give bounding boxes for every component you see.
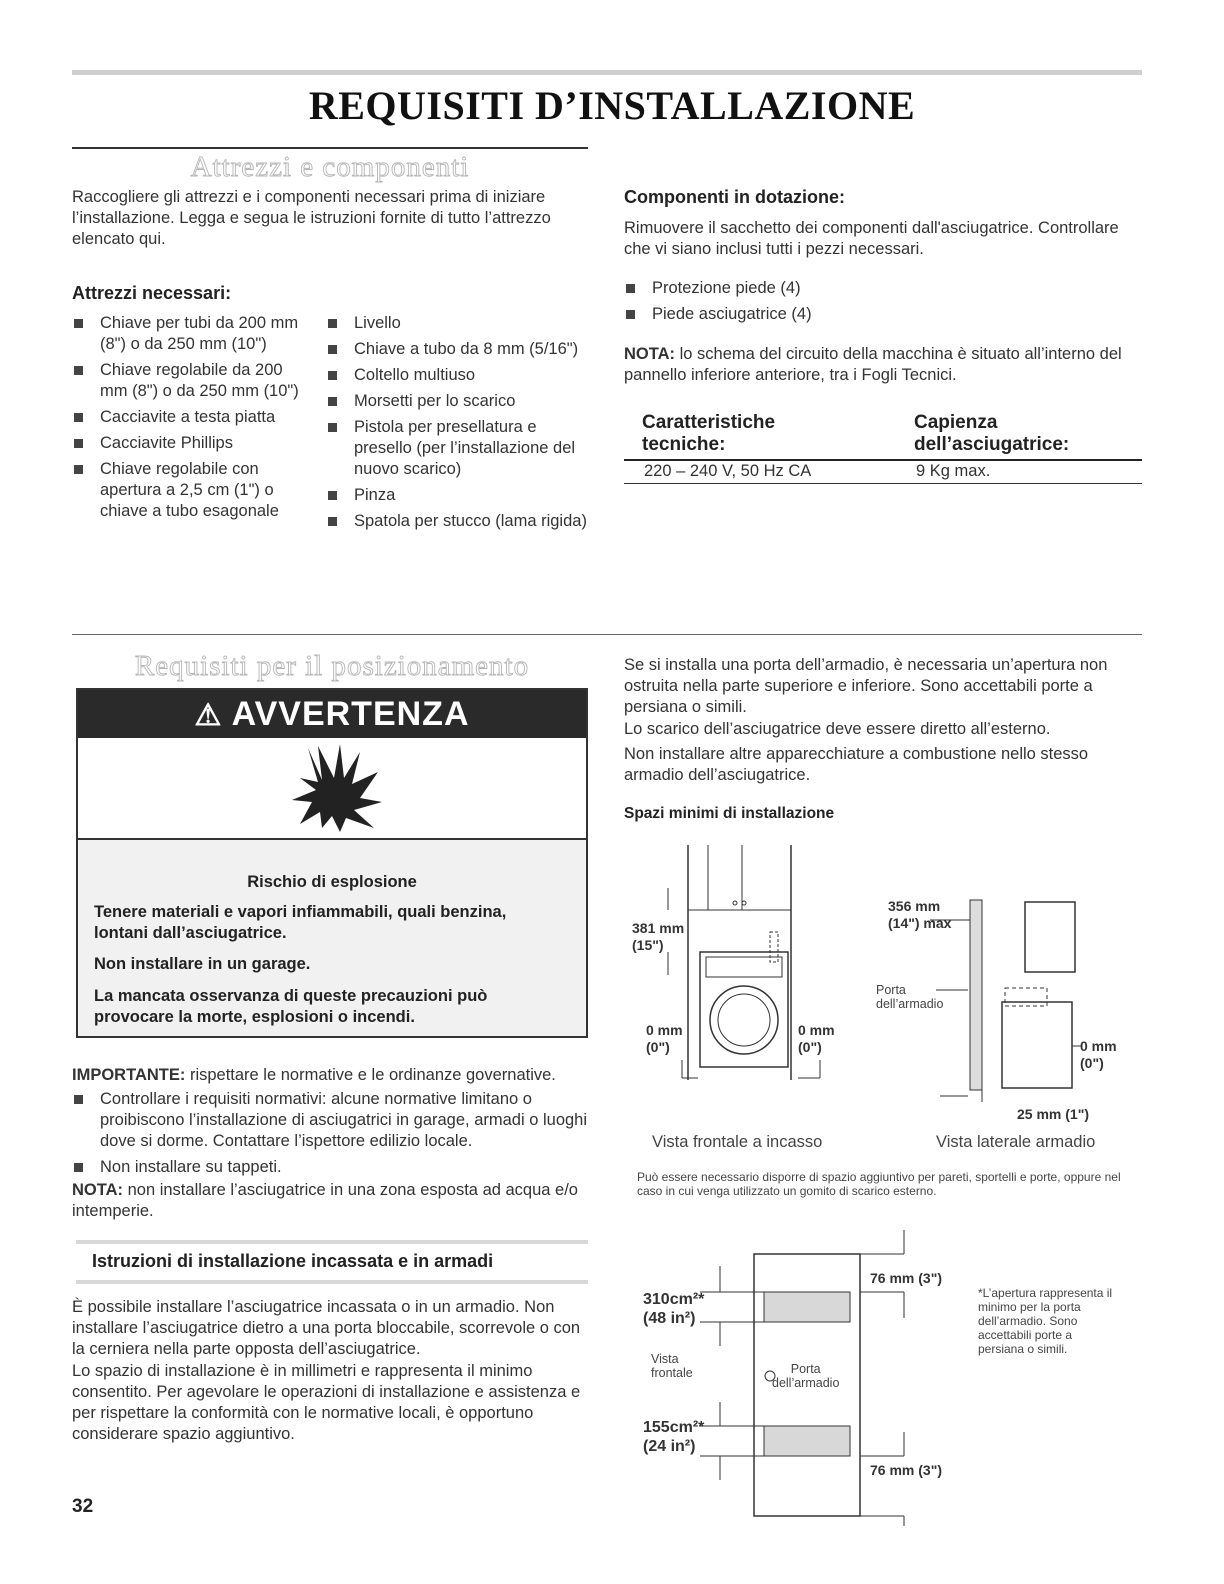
components-note-label: NOTA: <box>624 345 676 363</box>
front-right-gap-in: (0") <box>798 1039 822 1055</box>
warning-line1: Tenere materiali e vapori infiammabili, quali benzina, lontani dall’asciugatrice. <box>94 903 507 942</box>
tool-item: Cacciavite Phillips <box>72 433 312 454</box>
specs-tech-value: 220 – 240 V, 50 Hz CA <box>624 459 900 484</box>
door-bottom-vent-in: (24 in²) <box>643 1438 696 1455</box>
door-label-line2: dell’armadio <box>772 1376 840 1390</box>
side-right-gap <box>1080 1038 1117 1072</box>
tools-intro: Raccogliere gli attrezzi e i componenti necessari prima di iniziare l’installazione. Legga e segua le istruzioni fornite di tutto l’attrezzo elencato qui. <box>72 188 551 248</box>
tool-item: Livello <box>326 313 588 334</box>
specs-tech-label-line2: tecniche: <box>642 434 726 455</box>
front-top-gap-in: (15") <box>632 937 664 953</box>
components-note <box>624 344 1139 386</box>
specs-capacity-label-line2: dell’asciugatrice: <box>914 434 1070 455</box>
door-view-label-line2: frontale <box>651 1366 693 1380</box>
specs-capacity-label <box>914 412 1069 456</box>
closet-right-1: Se si installa una porta dell’armadio, è necessaria un’apertura non ostruita nella parte superiore e inferiore. Sono accettabili porte a persiana o simili. <box>624 656 1108 716</box>
specs-capacity-value: 9 Kg max. <box>896 459 1142 484</box>
location-rule <box>72 634 1142 635</box>
door-top-vent-in: (48 in²) <box>643 1310 696 1327</box>
front-right-gap <box>798 1022 835 1056</box>
tool-item: Cacciavite a testa piatta <box>72 407 312 428</box>
location-note-text: non installare l’asciugatrice in una zona esposta ad acqua e/o intemperie. <box>72 1181 578 1220</box>
side-top-gap-mm: 356 mm <box>888 898 941 914</box>
door-bottom-vent-cm: 155cm²* <box>643 1419 705 1436</box>
closet-right-3: Non installare altre apparecchiature a combustione nello stesso armadio dell’asciugatrice. <box>624 745 1089 784</box>
front-left-gap-mm: 0 mm <box>646 1022 683 1038</box>
spaces-heading: Spazi minimi di installazione <box>624 805 835 822</box>
tool-item: Chiave regolabile con apertura a 2,5 cm (1") o chiave a tubo esagonale <box>72 459 312 522</box>
tools-rule <box>72 147 588 149</box>
door-gap-top: 76 mm (3") <box>870 1270 942 1286</box>
side-caption: Vista laterale armadio <box>936 1133 1096 1151</box>
warning-title: AVVERTENZA <box>231 695 470 733</box>
door-view-label <box>651 1352 693 1380</box>
location-bullet-item: Controllare i requisiti normativi: alcune normative limitano o proibiscono l’installazione di asciugatrici in garage, armadi o luoghi dove si dorme. Contattare l’ispettore edilizio locale. <box>72 1089 588 1152</box>
components-note-text: lo schema del circuito della macchina è situato all’interno del pannello inferiore anteriore, tra i Fogli Tecnici. <box>624 345 1122 384</box>
warning-header <box>78 690 586 738</box>
side-right-gap-mm: 0 mm <box>1080 1038 1117 1054</box>
important-note <box>72 1065 588 1086</box>
side-bottom-gap: 25 mm (1") <box>1017 1106 1089 1122</box>
closet-paragraph-1: È possibile installare l’asciugatrice incassata o in un armadio. Non installare l’asciugatrice dietro a una porta bloccabile, scorrevole o con la cerniera nella parte opposta dell’asciugatrice. <box>72 1298 581 1358</box>
important-label: IMPORTANTE: <box>72 1066 186 1084</box>
side-door-label-line1: Porta <box>876 983 906 997</box>
components-intro: Rimuovere il sacchetto dei componenti dall'asciugatrice. Controllare che vi siano inclusi tutti i pezzi necessari. <box>624 219 1119 258</box>
specs-tech-label-line1: Caratteristiche <box>642 412 776 433</box>
front-top-gap <box>632 920 684 954</box>
tools-list-col2 <box>326 313 588 537</box>
tool-item: Chiave a tubo da 8 mm (5/16") <box>326 339 588 360</box>
component-item: Protezione piede (4) <box>624 278 1134 299</box>
location-note <box>72 1180 588 1222</box>
important-text: rispettare le normative e le ordinanze governative. <box>185 1066 556 1084</box>
tool-item: Chiave regolabile da 200 mm (8") o da 250 mm (10") <box>72 360 312 402</box>
components-list <box>624 278 1134 330</box>
tool-item: Spatola per stucco (lama rigida) <box>326 511 588 532</box>
specs-capacity-label-line1: Capienza <box>914 412 998 433</box>
tool-item: Coltello multiuso <box>326 365 588 386</box>
door-note: *L’apertura rappresenta il minimo per la porta dell’armadio. Sono accettabili porte a persiana o simili. <box>978 1286 1113 1356</box>
door-view-label-line1: Vista <box>651 1352 679 1366</box>
page-number: 32 <box>72 1496 94 1517</box>
explosion-icon <box>78 738 586 836</box>
warning-line3: La mancata osservanza di queste precauzioni può provocare la morte, esplosioni o incendi. <box>94 987 488 1026</box>
side-right-gap-in: (0") <box>1080 1055 1104 1071</box>
tool-item: Pistola per presellatura e presello (per l’installazione del nuovo scarico) <box>326 417 588 480</box>
tool-item: Chiave per tubi da 200 mm (8") o da 250 mm (10") <box>72 313 312 355</box>
page-title: REQUISITI D’INSTALLAZIONE <box>308 83 916 128</box>
side-top-gap-in: (14") max <box>888 915 952 931</box>
tools-required-heading: Attrezzi necessari: <box>72 283 232 303</box>
door-top-vent-cm: 310cm²* <box>643 1291 705 1308</box>
side-top-gap <box>888 898 951 932</box>
tool-item: Pinza <box>326 485 588 506</box>
top-rule <box>72 70 1142 75</box>
front-caption: Vista frontale a incasso <box>652 1133 823 1151</box>
door-label-line1: Porta <box>790 1362 821 1376</box>
side-closet-diagram <box>930 890 1140 1110</box>
door-label <box>772 1362 839 1390</box>
warning-line2: Non installare in un garage. <box>94 955 311 973</box>
specs-tech-label <box>642 412 775 456</box>
warning-risk: Rischio di esplosione <box>247 873 417 891</box>
front-top-gap-mm: 381 mm <box>632 920 685 936</box>
location-list <box>72 1089 588 1183</box>
tools-list-col1 <box>72 313 312 527</box>
door-top-vent <box>643 1290 704 1328</box>
warning-triangle-icon: ⚠ <box>194 699 223 732</box>
diagram-footnote: Può essere necessario disporre di spazio aggiuntivo per pareti, sportelli e porte, oppure nel caso in cui venga utilizzato un gomito di scarico esterno. <box>637 1170 1121 1198</box>
warning-body <box>78 840 586 1036</box>
front-left-gap-in: (0") <box>646 1039 670 1055</box>
front-right-gap-mm: 0 mm <box>798 1022 835 1038</box>
side-door-label <box>876 983 943 1011</box>
closet-paragraph-2: Lo spazio di installazione è in millimetri e rappresenta il minimo consentito. Per agevolare le operazioni di installazione e assistenza e per rispettare la conformità con le normative locali, è opportuno considerare spazio aggiuntivo. <box>72 1362 581 1443</box>
front-left-gap <box>646 1022 683 1056</box>
location-section-title: Requisiti per il posizionamento <box>134 650 530 682</box>
tool-item: Morsetti per lo scarico <box>326 391 588 412</box>
side-door-label-line2: dell’armadio <box>876 997 944 1011</box>
warning-box <box>76 688 588 1038</box>
location-note-label: NOTA: <box>72 1181 124 1199</box>
tools-section-title: Attrezzi e componenti <box>190 151 470 183</box>
warning-symbol-area <box>78 738 586 840</box>
components-heading: Componenti in dotazione: <box>624 187 845 207</box>
closet-heading: Istruzioni di installazione incassata e in armadi <box>92 1251 494 1271</box>
closet-right-2: Lo scarico dell’asciugatrice deve essere diretto all’esterno. <box>624 720 1051 738</box>
door-gap-bottom: 76 mm (3") <box>870 1462 942 1478</box>
location-bullet-item: Non installare su tappeti. <box>72 1157 588 1178</box>
door-bottom-vent <box>643 1418 704 1456</box>
component-item: Piede asciugatrice (4) <box>624 304 1134 325</box>
